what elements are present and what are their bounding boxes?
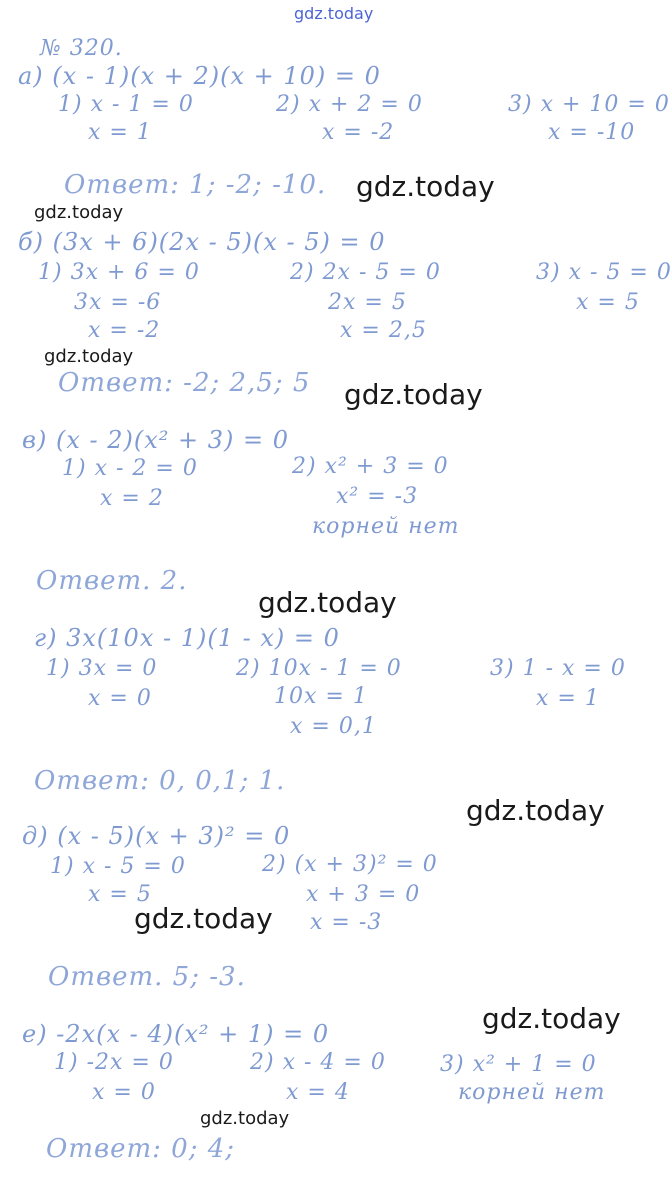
case-v2-result: корней нет [312,514,460,539]
case-b1-step: 3x = -6 [74,290,162,315]
watermark: gdz.today [34,202,124,223]
equation-a: а) (x - 1)(x + 2)(x + 10) = 0 [18,62,381,90]
answer-d: Ответ. 5; -3. [48,962,246,992]
case-b3-equation: 3) x - 5 = 0 [536,260,672,285]
case-a2-result: x = -2 [322,120,395,145]
case-g2-equation: 2) 10x - 1 = 0 [236,656,402,681]
case-e3-result: корней нет [458,1080,606,1105]
case-e2-result: x = 4 [286,1080,350,1105]
case-a1-result: x = 1 [88,120,152,145]
case-d1-result: x = 5 [88,882,152,907]
case-g1-result: x = 0 [88,686,152,711]
case-v2-equation: 2) x² + 3 = 0 [292,454,449,479]
watermark: gdz.today [134,902,273,935]
case-g2-step: 10x = 1 [274,684,368,709]
watermark: gdz.today [482,1002,621,1035]
case-e1-equation: 1) -2x = 0 [54,1050,174,1075]
case-d2-result: x = -3 [310,910,383,935]
equation-d: д) (x - 5)(x + 3)² = 0 [22,822,291,850]
case-g3-equation: 3) 1 - x = 0 [490,656,626,681]
watermark: gdz.today [200,1108,290,1129]
answer-v: Ответ. 2. [36,566,188,596]
problem-number: № 320. [40,36,123,61]
case-b1-equation: 1) 3x + 6 = 0 [38,260,200,285]
case-a3-result: x = -10 [548,120,636,145]
case-d2-equation: 2) (x + 3)² = 0 [262,852,438,877]
watermark: gdz.today [466,794,605,827]
case-v1-result: x = 2 [100,486,164,511]
case-b3-result: x = 5 [576,290,640,315]
equation-g: г) 3x(10x - 1)(1 - x) = 0 [34,624,340,652]
case-a1-equation: 1) x - 1 = 0 [58,92,194,117]
case-g1-equation: 1) 3x = 0 [46,656,158,681]
case-d1-equation: 1) x - 5 = 0 [50,854,186,879]
top-watermark: gdz.today [294,4,374,23]
watermark: gdz.today [344,378,483,411]
watermark: gdz.today [356,170,495,203]
case-g2-result: x = 0,1 [290,714,377,739]
equation-v: в) (x - 2)(x² + 3) = 0 [22,426,290,454]
case-b1-result: x = -2 [88,318,161,343]
case-b2-result: x = 2,5 [340,318,427,343]
case-b2-equation: 2) 2x - 5 = 0 [290,260,441,285]
answer-a: Ответ: 1; -2; -10. [64,170,327,200]
case-v1-equation: 1) x - 2 = 0 [62,456,198,481]
case-v2-step: x² = -3 [336,484,419,509]
case-e2-equation: 2) x - 4 = 0 [250,1050,386,1075]
case-d2-step: x + 3 = 0 [306,882,421,907]
equation-e: е) -2x(x - 4)(x² + 1) = 0 [22,1020,330,1048]
answer-g: Ответ: 0, 0,1; 1. [34,766,286,796]
watermark: gdz.today [44,346,134,367]
case-e3-equation: 3) x² + 1 = 0 [440,1052,597,1077]
case-a3-equation: 3) x + 10 = 0 [508,92,670,117]
watermark: gdz.today [258,586,397,619]
case-b2-step: 2x = 5 [328,290,407,315]
equation-b: б) (3x + 6)(2x - 5)(x - 5) = 0 [18,228,386,256]
answer-e: Ответ: 0; 4; [46,1134,236,1164]
case-a2-equation: 2) x + 2 = 0 [276,92,423,117]
case-g3-result: x = 1 [536,686,600,711]
answer-b: Ответ: -2; 2,5; 5 [58,368,311,398]
case-e1-result: x = 0 [92,1080,156,1105]
